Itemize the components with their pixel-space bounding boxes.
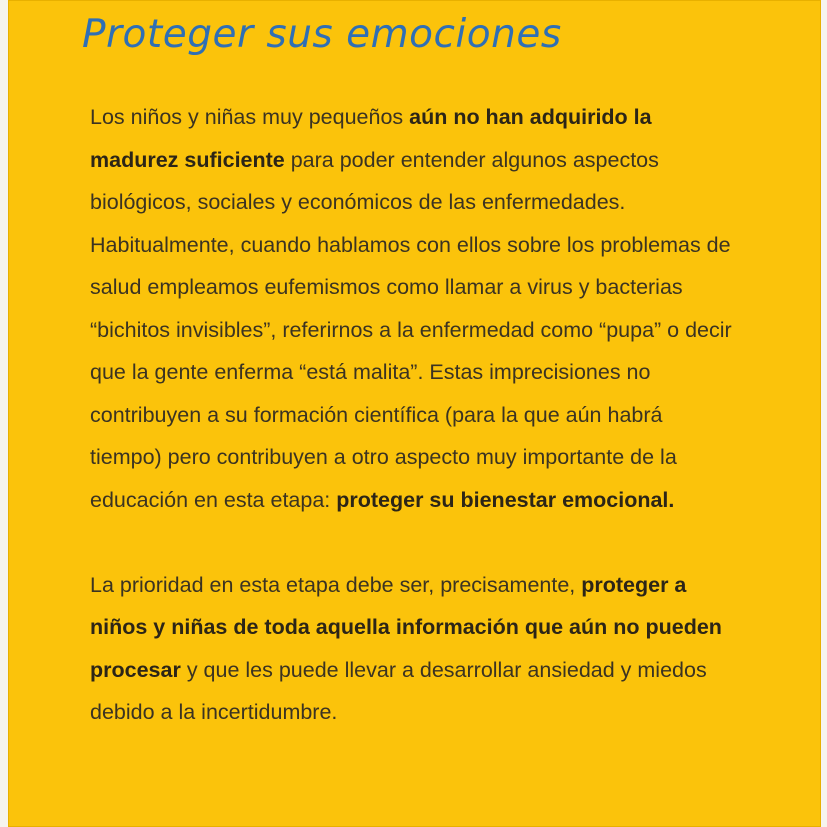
page-title: Proteger sus emociones xyxy=(82,12,562,57)
paragraph-1-bold-2: proteger su bienestar emocional. xyxy=(336,487,675,512)
paragraph-1-text-1: Los niños y niñas muy pequeños xyxy=(90,105,410,129)
paragraph-1-text-2: para poder entender algunos aspectos biológicos, sociales y económicos de las enfermedades. Habitualmente, cuando hablamos con ellos sobre los problemas de salud empleamos eufemismos como llamar a virus y bacterias “bichitos invisibles”, referirnos a la enfermedad como “pupa” o decir que la gente enferma “está malita”. Estas imprecisiones no contribuyen a su formación científica (para la que aún habrá tiempo) pero contribuyen a otro aspecto muy importante de la educación en esta etapa: xyxy=(90,147,732,512)
paragraph-2-text-1: La prioridad en esta etapa debe ser, precisamente, xyxy=(90,572,582,597)
paragraph-1-bold-1: aún no han adquirido la madurez suficiente xyxy=(90,105,652,172)
paragraph-2-text-2: y que les puede llevar a desarrollar ansiedad y miedos debido a la incertidumbre. xyxy=(90,657,707,724)
paragraph-2-bold-1: proteger a niños y niñas de toda aquella información que aún no pueden procesar xyxy=(90,572,722,682)
document-page xyxy=(8,0,821,827)
paragraph-1 xyxy=(90,96,740,521)
body-text xyxy=(90,96,740,734)
paragraph-2 xyxy=(90,564,740,734)
